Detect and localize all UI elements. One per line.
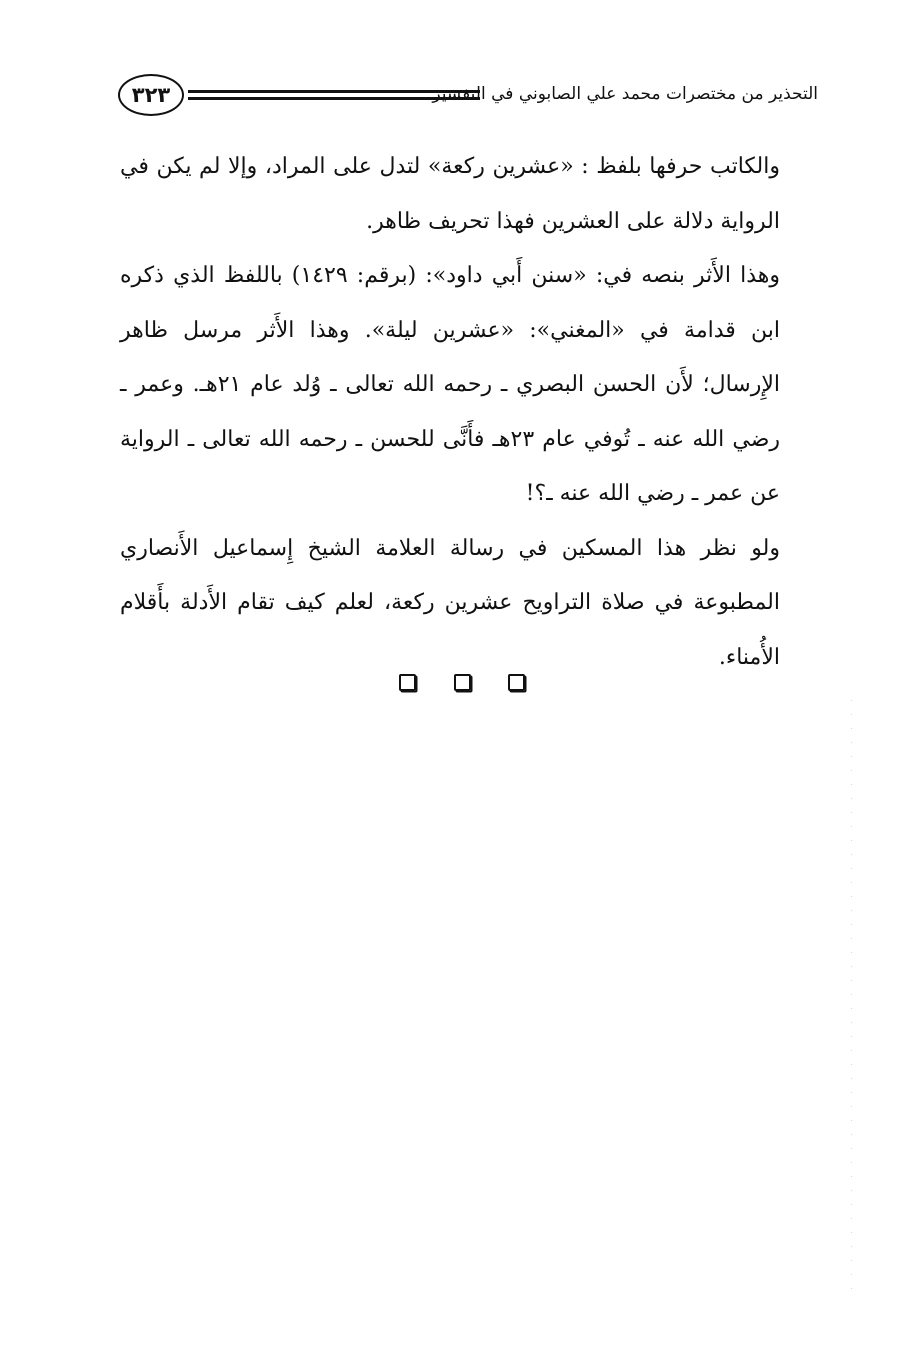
section-end-ornament — [0, 674, 924, 695]
body-text — [120, 140, 780, 685]
paragraph-1: والكاتب حرفها بلفظ : «عشرين ركعة» لتدل على المراد، وإلا لم يكن في الرواية دلالة على العشرين فهذا تحريف ظاهر. — [120, 154, 780, 234]
header-rule — [188, 90, 480, 100]
paragraph-3: ولو نظر هذا المسكين في رسالة العلامة الشيخ إِسماعيل الأَنصاري المطبوعة في صلاة التراويح عشرين ركعة، لعلم كيف تقام الأَدلة بأَقلام الأُمناء. — [120, 535, 780, 670]
square-ornament-icon — [399, 674, 416, 691]
scan-artifact — [851, 700, 852, 1300]
square-ornament-icon — [508, 674, 525, 691]
running-title: التحذير من مختصرات محمد علي الصابوني في التفسير — [432, 84, 818, 104]
paragraph-2: وهذا الأَثر بنصه في: «سنن أَبي داود»: (برقم: ١٤٢٩) باللفظ الذي ذكره ابن قدامة في «المغني»: «عشرين ليلة». وهذا الأَثر مرسل ظاهر الإِرسال؛ لأَن الحسن البصري ـ رحمه الله تعالى ـ وُلد عام ٢١هـ. وعمر ـ رضي الله عنه ـ تُوفي عام ٢٣هـ فأَنَّى للحسن ـ رحمه الله تعالى ـ الرواية عن عمر ـ رضي الله عنه ـ؟! — [120, 263, 781, 506]
page-number: ٣٢٣ — [118, 74, 184, 116]
page-header — [118, 74, 818, 120]
square-ornament-icon — [454, 674, 471, 691]
